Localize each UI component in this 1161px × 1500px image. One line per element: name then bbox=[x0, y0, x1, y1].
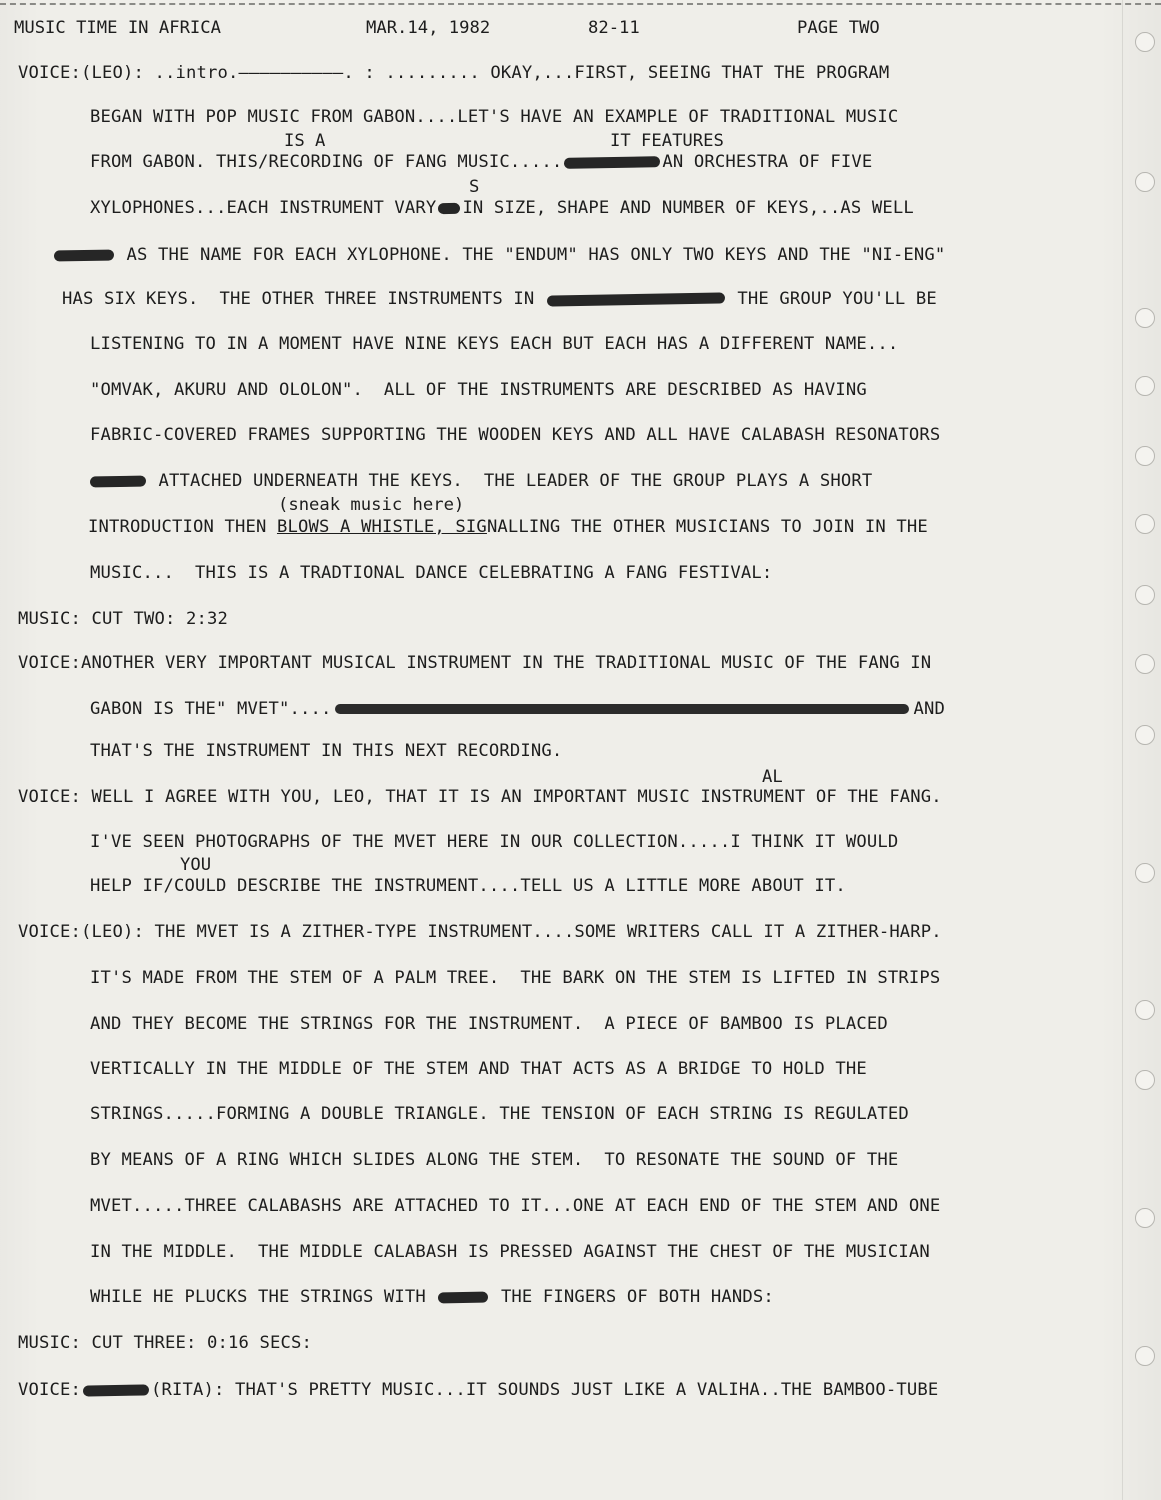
script-line: FROM GABON. THIS/RECORDING OF FANG MUSIC..... AN ORCHESTRA OF FIVE bbox=[90, 152, 873, 172]
script-line: HELP IF/COULD DESCRIBE THE INSTRUMENT....TELL US A LITTLE MORE ABOUT IT. bbox=[90, 876, 846, 896]
script-line: INTRODUCTION THEN BLOWS A WHISTLE, SIGNALLING THE OTHER MUSICIANS TO JOIN IN THE bbox=[88, 517, 928, 537]
handwritten-insert: (sneak music here) bbox=[278, 495, 465, 515]
script-line: GABON IS THE" MVET".... AND bbox=[90, 699, 945, 719]
punch-hole-icon bbox=[1135, 654, 1155, 674]
punch-hole-icon bbox=[1135, 514, 1155, 534]
punch-hole-icon bbox=[1135, 376, 1155, 396]
redaction-mark bbox=[564, 156, 660, 169]
handwritten-insert: IS A bbox=[284, 131, 326, 151]
underlined-text: BLOWS A WHISTLE, SIG bbox=[276, 517, 487, 537]
script-line: BEGAN WITH POP MUSIC FROM GABON....LET'S HAVE AN EXAMPLE OF TRADITIONAL MUSIC bbox=[90, 107, 899, 127]
music-cue: MUSIC: CUT THREE: 0:16 SECS: bbox=[18, 1333, 312, 1353]
script-line: BY MEANS OF A RING WHICH SLIDES ALONG THE STEM. TO RESONATE THE SOUND OF THE bbox=[90, 1150, 899, 1170]
punch-hole-icon bbox=[1135, 172, 1155, 192]
punch-hole-icon bbox=[1135, 446, 1155, 466]
redaction-mark bbox=[547, 292, 725, 306]
script-line: I'VE SEEN PHOTOGRAPHS OF THE MVET HERE IN OUR COLLECTION.....I THINK IT WOULD bbox=[90, 832, 899, 852]
script-line: IN THE MIDDLE. THE MIDDLE CALABASH IS PRESSED AGAINST THE CHEST OF THE MUSICIAN bbox=[90, 1242, 930, 1262]
script-line: STRINGS.....FORMING A DOUBLE TRIANGLE. THE TENSION OF EACH STRING IS REGULATED bbox=[90, 1104, 909, 1124]
program-title: MUSIC TIME IN AFRICA bbox=[14, 18, 221, 38]
script-line: AND THEY BECOME THE STRINGS FOR THE INSTRUMENT. A PIECE OF BAMBOO IS PLACED bbox=[90, 1014, 888, 1034]
script-line: MVET.....THREE CALABASHS ARE ATTACHED TO IT...ONE AT EACH END OF THE STEM AND ONE bbox=[90, 1196, 941, 1216]
script-line: ATTACHED UNDERNEATH THE KEYS. THE LEADER OF THE GROUP PLAYS A SHORT bbox=[88, 471, 872, 491]
script-line: VOICE: WELL I AGREE WITH YOU, LEO, THAT IT IS AN IMPORTANT MUSIC INSTRUMENT OF THE FANG. bbox=[18, 787, 942, 807]
strikethrough-mark bbox=[335, 704, 909, 714]
script-line: VOICE:(LEO): THE MVET IS A ZITHER-TYPE INSTRUMENT....SOME WRITERS CALL IT A ZITHER-HARP. bbox=[18, 922, 942, 942]
script-line: XYLOPHONES...EACH INSTRUMENT VARY IN SIZE, SHAPE AND NUMBER OF KEYS,..AS WELL bbox=[90, 198, 914, 218]
script-line: FABRIC-COVERED FRAMES SUPPORTING THE WOODEN KEYS AND ALL HAVE CALABASH RESONATORS bbox=[90, 425, 941, 445]
script-line: "OMVAK, AKURU AND OLOLON". ALL OF THE INSTRUMENTS ARE DESCRIBED AS HAVING bbox=[90, 380, 867, 400]
redaction-mark bbox=[83, 1384, 149, 1396]
handwritten-insert: IT FEATURES bbox=[610, 131, 724, 151]
script-line: THAT'S THE INSTRUMENT IN THIS NEXT RECORDING. bbox=[90, 741, 563, 761]
music-cue: MUSIC: CUT TWO: 2:32 bbox=[18, 609, 228, 629]
handwritten-insert: AL bbox=[762, 767, 783, 787]
script-line: LISTENING TO IN A MOMENT HAVE NINE KEYS EACH BUT EACH HAS A DIFFERENT NAME... bbox=[90, 334, 899, 354]
script-line: VERTICALLY IN THE MIDDLE OF THE STEM AND THAT ACTS AS A BRIDGE TO HOLD THE bbox=[90, 1059, 867, 1079]
punch-hole-icon bbox=[1135, 725, 1155, 745]
punch-hole-icon bbox=[1135, 1070, 1155, 1090]
script-line: MUSIC... THIS IS A TRADTIONAL DANCE CELEBRATING A FANG FESTIVAL: bbox=[90, 563, 773, 583]
script-line: HAS SIX KEYS. THE OTHER THREE INSTRUMENTS IN THE GROUP YOU'LL BE bbox=[62, 289, 937, 309]
handwritten-insert: S bbox=[469, 177, 480, 197]
script-line: VOICE:(LEO): ..intro.‒‒‒‒‒‒‒‒‒‒. : ......... OKAY,...FIRST, SEEING THAT THE PROGRAM bbox=[18, 63, 890, 83]
handwritten-insert: YOU bbox=[180, 855, 212, 875]
redaction-mark bbox=[438, 202, 460, 213]
redaction-mark bbox=[54, 249, 114, 261]
page-number: PAGE TWO bbox=[797, 18, 880, 38]
script-line: IT'S MADE FROM THE STEM OF A PALM TREE. THE BARK ON THE STEM IS LIFTED IN STRIPS bbox=[90, 968, 941, 988]
punch-hole-icon bbox=[1135, 1208, 1155, 1228]
punch-hole-icon bbox=[1135, 585, 1155, 605]
episode-code: 82-11 bbox=[588, 18, 640, 38]
punch-hole-icon bbox=[1135, 1346, 1155, 1366]
broadcast-date: MAR.14, 1982 bbox=[366, 18, 491, 38]
script-line: VOICE: (RITA): THAT'S PRETTY MUSIC...IT SOUNDS JUST LIKE A VALIHA..THE BAMBOO-TUBE bbox=[18, 1380, 939, 1400]
redaction-mark bbox=[90, 475, 146, 487]
punch-hole-icon bbox=[1135, 32, 1155, 52]
tear-edge bbox=[0, 3, 1161, 5]
punch-hole-icon bbox=[1135, 308, 1155, 328]
punch-hole-icon bbox=[1135, 1000, 1155, 1020]
punch-hole-icon bbox=[1135, 863, 1155, 883]
script-line: WHILE HE PLUCKS THE STRINGS WITH THE FINGERS OF BOTH HANDS: bbox=[90, 1287, 774, 1307]
script-line: VOICE:ANOTHER VERY IMPORTANT MUSICAL INSTRUMENT IN THE TRADITIONAL MUSIC OF THE FANG IN bbox=[18, 653, 932, 673]
perforation-line bbox=[1122, 0, 1123, 1500]
redaction-mark bbox=[438, 1291, 488, 1303]
script-line: AS THE NAME FOR EACH XYLOPHONE. THE "ENDUM" HAS ONLY TWO KEYS AND THE "NI-ENG" bbox=[52, 245, 945, 265]
